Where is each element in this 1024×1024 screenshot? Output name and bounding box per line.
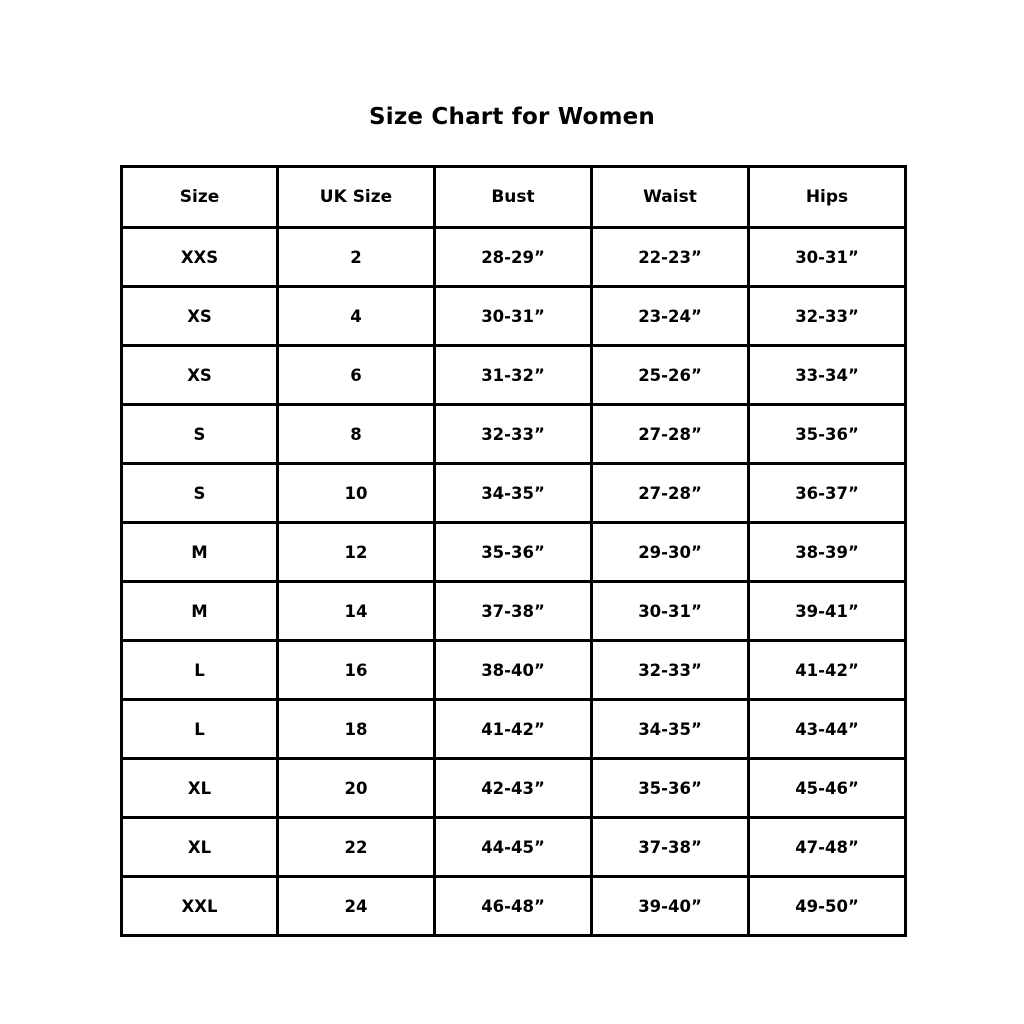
cell-hips: 35-36”: [749, 405, 906, 464]
cell-waist: 32-33”: [592, 641, 749, 700]
table-row: [122, 464, 906, 523]
table-row: [122, 228, 906, 287]
cell-uk-size: 16: [278, 641, 435, 700]
cell-size: XL: [122, 818, 278, 877]
cell-waist: 37-38”: [592, 818, 749, 877]
cell-bust: 37-38”: [435, 582, 592, 641]
cell-size: XS: [122, 287, 278, 346]
cell-hips: 36-37”: [749, 464, 906, 523]
cell-bust: 42-43”: [435, 759, 592, 818]
table-row: [122, 405, 906, 464]
cell-waist: 27-28”: [592, 464, 749, 523]
cell-bust: 41-42”: [435, 700, 592, 759]
table-header: [122, 167, 906, 228]
cell-waist: 23-24”: [592, 287, 749, 346]
cell-bust: 44-45”: [435, 818, 592, 877]
cell-bust: 34-35”: [435, 464, 592, 523]
cell-bust: 46-48”: [435, 877, 592, 936]
cell-uk-size: 8: [278, 405, 435, 464]
cell-bust: 35-36”: [435, 523, 592, 582]
cell-uk-size: 20: [278, 759, 435, 818]
cell-uk-size: 18: [278, 700, 435, 759]
cell-waist: 29-30”: [592, 523, 749, 582]
cell-waist: 25-26”: [592, 346, 749, 405]
table-row: [122, 346, 906, 405]
table-row: [122, 818, 906, 877]
table-row: [122, 700, 906, 759]
cell-size: XXL: [122, 877, 278, 936]
cell-waist: 30-31”: [592, 582, 749, 641]
cell-size: M: [122, 582, 278, 641]
cell-hips: 33-34”: [749, 346, 906, 405]
cell-uk-size: 2: [278, 228, 435, 287]
cell-size: M: [122, 523, 278, 582]
cell-uk-size: 24: [278, 877, 435, 936]
cell-size: L: [122, 641, 278, 700]
column-header-waist: Waist: [592, 167, 749, 228]
cell-waist: 22-23”: [592, 228, 749, 287]
cell-hips: 39-41”: [749, 582, 906, 641]
cell-size: XXS: [122, 228, 278, 287]
cell-uk-size: 14: [278, 582, 435, 641]
cell-waist: 35-36”: [592, 759, 749, 818]
cell-bust: 31-32”: [435, 346, 592, 405]
cell-bust: 30-31”: [435, 287, 592, 346]
table-row: [122, 641, 906, 700]
cell-uk-size: 6: [278, 346, 435, 405]
cell-uk-size: 22: [278, 818, 435, 877]
cell-size: S: [122, 464, 278, 523]
cell-hips: 43-44”: [749, 700, 906, 759]
table-row: [122, 759, 906, 818]
column-header-uk-size: UK Size: [278, 167, 435, 228]
cell-hips: 45-46”: [749, 759, 906, 818]
cell-uk-size: 4: [278, 287, 435, 346]
table-row: [122, 582, 906, 641]
cell-waist: 27-28”: [592, 405, 749, 464]
cell-hips: 30-31”: [749, 228, 906, 287]
table-body: [122, 228, 906, 936]
cell-size: S: [122, 405, 278, 464]
column-header-bust: Bust: [435, 167, 592, 228]
table-row: [122, 523, 906, 582]
cell-uk-size: 10: [278, 464, 435, 523]
column-header-hips: Hips: [749, 167, 906, 228]
cell-hips: 38-39”: [749, 523, 906, 582]
page-title: Size Chart for Women: [368, 104, 655, 130]
cell-size: XS: [122, 346, 278, 405]
cell-bust: 28-29”: [435, 228, 592, 287]
table-row: [122, 287, 906, 346]
cell-uk-size: 12: [278, 523, 435, 582]
size-table-container: [120, 165, 904, 937]
table-header-row: [122, 167, 906, 228]
cell-hips: 47-48”: [749, 818, 906, 877]
cell-waist: 39-40”: [592, 877, 749, 936]
size-table: [120, 165, 907, 937]
cell-size: XL: [122, 759, 278, 818]
column-header-size: Size: [122, 167, 278, 228]
cell-bust: 38-40”: [435, 641, 592, 700]
cell-hips: 41-42”: [749, 641, 906, 700]
cell-hips: 49-50”: [749, 877, 906, 936]
table-row: [122, 877, 906, 936]
cell-bust: 32-33”: [435, 405, 592, 464]
cell-size: L: [122, 700, 278, 759]
cell-waist: 34-35”: [592, 700, 749, 759]
cell-hips: 32-33”: [749, 287, 906, 346]
